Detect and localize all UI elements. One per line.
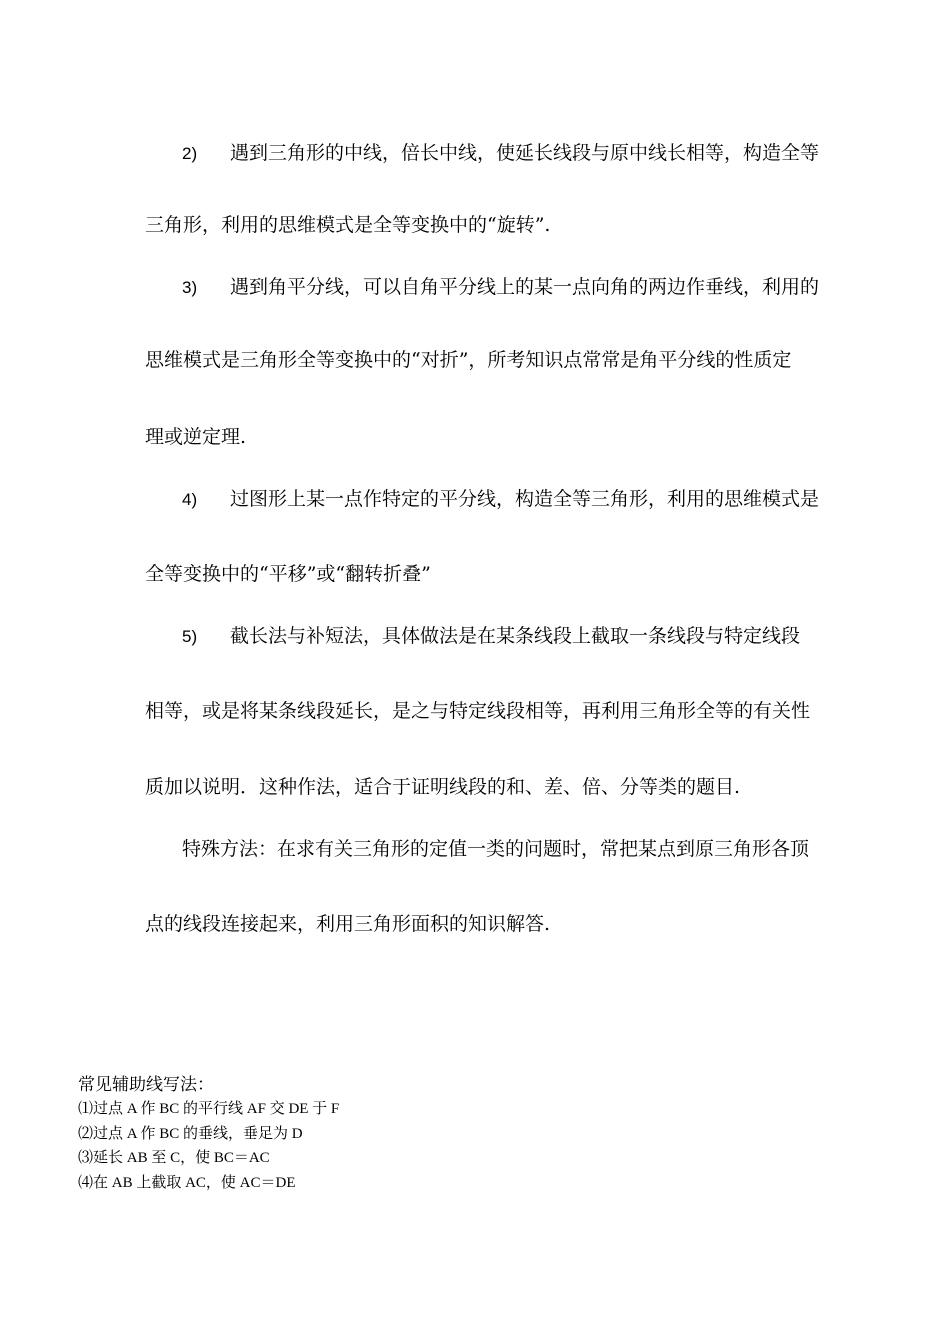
item-5-line-3: 质加以说明．这种作法，适合于证明线段的和、差、倍、分等类的题目. — [145, 776, 741, 798]
item-2-line-2: 三角形，利用的思维模式是全等变换中的“旋转”. — [145, 214, 551, 236]
item-number: 3) — [182, 278, 198, 297]
item-3-line-2: 思维模式是三角形全等变换中的“对折”，所考知识点常常是角平分线的性质定 — [145, 349, 792, 371]
item-2-first-line — [182, 141, 819, 166]
tip-item: ⑷在 AB 上截取 AC，使 AC＝DE — [78, 1175, 296, 1191]
special-method-line-2: 点的线段连接起来，利用三角形面积的知识解答. — [145, 913, 551, 935]
item-3-first-line — [182, 275, 819, 300]
item-text: 截长法与补短法，具体做法是在某条线段上截取一条线段与特定线段 — [230, 625, 801, 647]
item-4-first-line — [182, 487, 819, 512]
item-4-line-2: 全等变换中的“平移”或“翻转折叠” — [145, 563, 431, 585]
item-text: 遇到角平分线，可以自角平分线上的某一点向角的两边作垂线，利用的 — [230, 276, 820, 298]
item-3-line-3: 理或逆定理. — [145, 426, 247, 448]
tip-item: ⑴过点 A 作 BC 的平行线 AF 交 DE 于 F — [78, 1101, 340, 1117]
item-number: 4) — [182, 490, 198, 509]
item-number: 5) — [182, 627, 198, 646]
tips-title: 常见辅助线写法： — [78, 1075, 214, 1095]
item-5-line-2: 相等，或是将某条线段延长，是之与特定线段相等，再利用三角形全等的有关性 — [145, 700, 811, 722]
item-text: 过图形上某一点作特定的平分线，构造全等三角形，利用的思维模式是 — [230, 488, 820, 510]
item-number: 2) — [182, 144, 198, 163]
item-5-first-line — [182, 624, 800, 649]
special-method-line-1: 特殊方法：在求有关三角形的定值一类的问题时，常把某点到原三角形各顶 — [182, 838, 810, 860]
tip-item: ⑶延长 AB 至 C，使 BC＝AC — [78, 1150, 270, 1166]
tip-item: ⑵过点 A 作 BC 的垂线，垂足为 D — [78, 1126, 303, 1142]
item-text: 遇到三角形的中线，倍长中线，使延长线段与原中线长相等，构造全等 — [230, 142, 820, 164]
